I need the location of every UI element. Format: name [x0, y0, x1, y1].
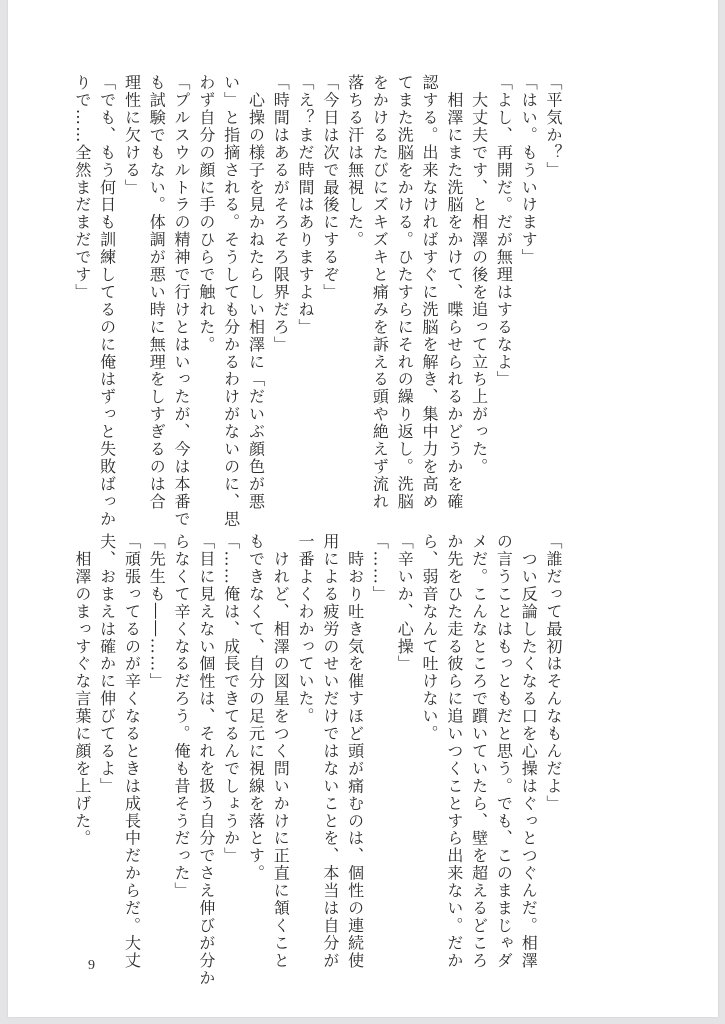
text-line: 「……」 [370, 533, 390, 603]
text-line: をかけるたびにズキズキと痛みを訴える頭や絶えず流れ [370, 74, 390, 511]
text-line: つい反論したくなる口を心操はぐっとつぐんだ。相澤 [519, 533, 539, 970]
text-line: い」と指摘される。そうしても分かるわけがないのに、思 [221, 74, 241, 528]
text-line: てまた洗脳をかける。ひたすらにそれの繰り返し。洗脳 [395, 74, 415, 511]
text-line: の言うことはもっともだと思う。でも、このままじゃダ [494, 533, 514, 970]
book-page [8, 0, 718, 1017]
text-line: 「平気か？」 [544, 74, 563, 179]
text-line: 大丈夫です、と相澤の後を追って立ち上がった。 [469, 74, 489, 476]
text-block-top [69, 74, 565, 528]
text-line: メだ。こんなところで躓いていたら、壁を超えるどころ [469, 533, 489, 970]
text-line: わず自分の顔に手のひらで触れた。 [196, 74, 216, 354]
text-line: けれど、相澤の図星をつく問いかけに正直に頷くこと [271, 533, 291, 970]
text-line: も試験でもない。体調が悪い時に無理をしすぎるのは合 [147, 74, 167, 511]
text-line: 「はい。もういけます」 [519, 74, 539, 266]
text-line: 「……俺は、成長できてるんでしょうか」 [221, 533, 241, 865]
text-line: 「今日は次で最後にするぞ」 [320, 74, 340, 301]
text-line: 「先生も――……」 [147, 533, 167, 691]
page-number: 9 [88, 958, 95, 973]
text-line: 用による疲労のせいだけではないことを、本当は自分が [320, 533, 340, 970]
text-line: 理性に欠ける」 [122, 74, 142, 197]
text-line: りで……全然まだまだです」 [72, 74, 92, 301]
text-line: 「時間はあるがそろそろ限界だろ」 [271, 74, 291, 354]
text-line: ら、弱音なんて吐けない。 [420, 533, 440, 743]
text-line: 落ちる汗は無視した。 [345, 74, 365, 249]
text-line: 「プルスウルトラの精神で行けとはいったが、今は本番で [172, 74, 192, 528]
text-block-bottom [69, 533, 565, 987]
text-line: 「辛いか、心操」 [395, 533, 415, 673]
text-line: 相澤にまた洗脳をかけて、喋らせられるかどうかを確 [444, 74, 464, 511]
text-line: らなくて辛くなるだろう。俺も昔そうだった」 [172, 533, 192, 900]
text-line: 一番よくわかっていた。 [296, 533, 316, 725]
text-line: 相澤のまっすぐな言葉に顔を上げた。 [72, 533, 92, 848]
text-line: 「でも、もう何日も訓練してるのに俺はずっと失敗ばっか [97, 74, 117, 528]
text-line: 「よし、再開だ。だが無理はするなよ」 [494, 74, 514, 389]
text-line: 「目に見えない個性は、それを扱う自分でさえ伸びが分か [196, 533, 216, 987]
text-line: 心操の様子を見かねたらしい相澤に「だいぶ顔色が悪 [246, 74, 266, 511]
text-line: 認する。出来なければすぐに洗脳を解き、集中力を高め [420, 74, 440, 511]
text-line: か先をひた走る彼らに追いつくことすら出来ない。だか [444, 533, 464, 970]
text-line: もできなくて、自分の足元に視線を落とす。 [246, 533, 266, 882]
text-line: 時おり吐き気を催すほど頭が痛むのは、個性の連続使 [345, 533, 365, 970]
text-line: 夫、おまえは確かに伸びてるよ」 [97, 533, 117, 795]
text-line: 「え？まだ時間はありますよね」 [296, 74, 316, 336]
text-line: 「誰だって最初はそんなもんだよ」 [544, 533, 563, 813]
text-line: 「頑張ってるのが辛くなるときは成長中だからだ。大丈 [122, 533, 142, 970]
